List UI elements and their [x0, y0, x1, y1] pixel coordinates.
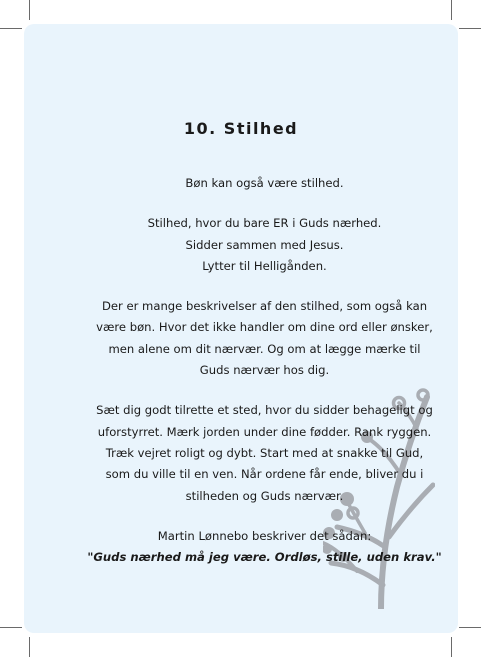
text-line: stilheden og Guds nærvær.	[185, 488, 344, 503]
text-line: Træk vejret roligt og dybt. Start med at snakke til Gud,	[105, 445, 424, 460]
crop-mark-bottom-right-vertical	[451, 637, 452, 657]
text-line: men alene om dit nærvær. Og om at lægge mærke til	[108, 341, 421, 356]
crop-mark-top-right	[459, 28, 481, 29]
text-line: Stilhed, hvor du bare ER i Guds nærhed.	[147, 216, 382, 231]
crop-mark-top-left	[0, 28, 22, 29]
crop-mark-top-left-vertical	[29, 0, 30, 20]
crop-mark-bottom-right	[459, 627, 481, 628]
crop-mark-bottom-left-vertical	[29, 637, 30, 657]
text-line: som du ville til en ven. Når ordene får ende, bliver du i	[105, 467, 424, 482]
paragraph	[72, 400, 457, 506]
attribution-paragraph	[72, 526, 457, 569]
prayer-card	[24, 24, 458, 633]
paragraph	[72, 296, 457, 381]
text-line: Guds nærvær hos dig.	[199, 363, 330, 378]
text-line: Sæt dig godt tilrette et sted, hvor du sidder behageligt og	[96, 403, 433, 418]
crop-mark-top-right-vertical	[451, 0, 452, 20]
quote: "Guds nærhed må jeg være. Ordløs, stille, uden krav."	[87, 550, 442, 565]
paragraph	[72, 213, 457, 277]
paragraph	[72, 173, 457, 194]
text-line: uforstyrret. Mærk jorden under dine fødder. Rank ryggen.	[97, 424, 432, 439]
attribution: Martin Lønnebo beskriver det sådan:	[157, 528, 372, 543]
crop-mark-bottom-left	[0, 627, 22, 628]
text-line: Lytter til Helligånden.	[202, 258, 327, 273]
text-line: Sidder sammen med Jesus.	[185, 237, 344, 252]
page-title: 10. Stilhed	[183, 119, 299, 138]
text-line: Der er mange beskrivelser af den stilhed, som også kan	[101, 299, 428, 314]
text-line: være bøn. Hvor det ikke handler om dine ord eller ønsker,	[96, 320, 433, 335]
body-text	[72, 173, 457, 587]
text-line: Bøn kan også være stilhed.	[185, 176, 344, 190]
